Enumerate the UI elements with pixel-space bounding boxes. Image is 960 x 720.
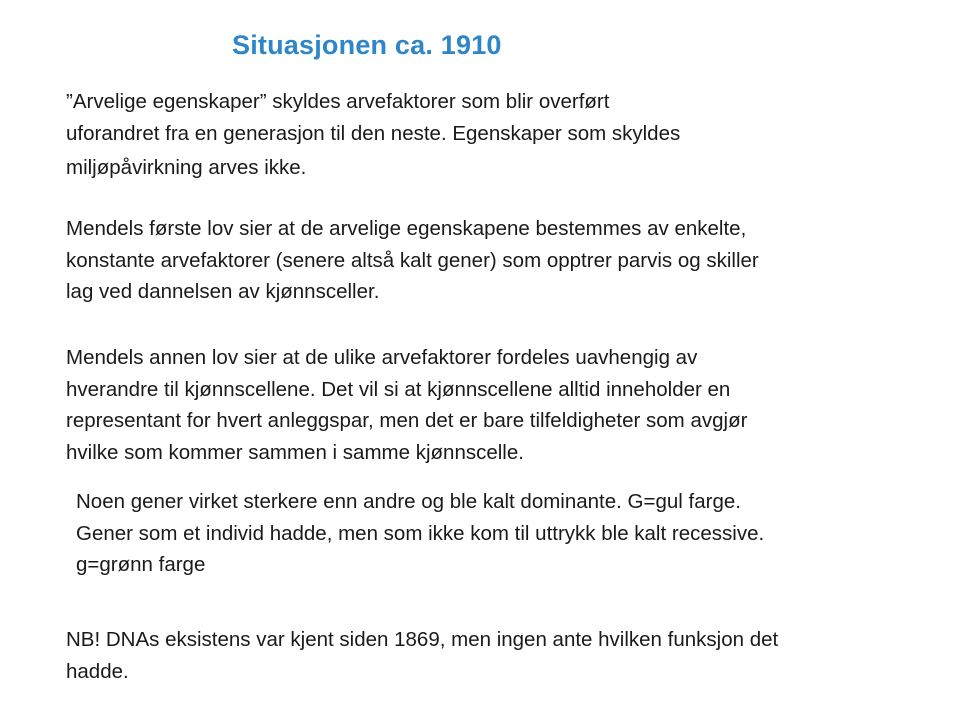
text-line: Gener som et individ hadde, men som ikke kom til uttrykk ble kalt recessive. bbox=[76, 521, 765, 545]
text-line: representant for hvert anleggspar, men det er bare tilfeldigheter som avgjør bbox=[66, 409, 748, 432]
text-line: lag ved dannelsen av kjønnsceller. bbox=[66, 280, 380, 303]
text-line: g=grønn farge bbox=[76, 553, 206, 576]
paragraph-heredity bbox=[66, 86, 680, 187]
slide-title: Situasjonen ca. 1910 bbox=[232, 30, 502, 60]
text-line: ”Arvelige egenskaper” skyldes arvefaktorer som blir overført bbox=[66, 90, 610, 113]
text-line: hadde. bbox=[66, 659, 129, 683]
text-line: konstante arvefaktorer (senere altså kalt gener) som opptrer parvis og skiller bbox=[66, 248, 759, 272]
text-line: uforandret fra en generasjon til den neste. Egenskaper som skyldes bbox=[66, 121, 681, 145]
paragraph-dna-note bbox=[66, 624, 778, 687]
text-line: hvilke som kommer sammen i samme kjønnscelle. bbox=[66, 440, 524, 464]
paragraph-mendel-first-law bbox=[66, 213, 759, 308]
text-line: hverandre til kjønnscellene. Det vil si at kjønnscellene alltid inneholder en bbox=[66, 377, 731, 401]
text-line: NB! DNAs eksistens var kjent siden 1869, men ingen ante hvilken funksjon det bbox=[66, 628, 779, 651]
paragraph-mendel-second-law bbox=[66, 342, 747, 468]
text-line: miljøpåvirkning arves ikke. bbox=[66, 156, 307, 179]
text-line: Noen gener virket sterkere enn andre og ble kalt dominante. G=gul farge. bbox=[76, 490, 741, 513]
text-line: Mendels første lov sier at de arvelige egenskapene bestemmes av enkelte, bbox=[66, 217, 747, 240]
paragraph-dominant-recessive bbox=[76, 486, 764, 581]
text-line: Mendels annen lov sier at de ulike arvefaktorer fordeles uavhengig av bbox=[66, 346, 698, 369]
